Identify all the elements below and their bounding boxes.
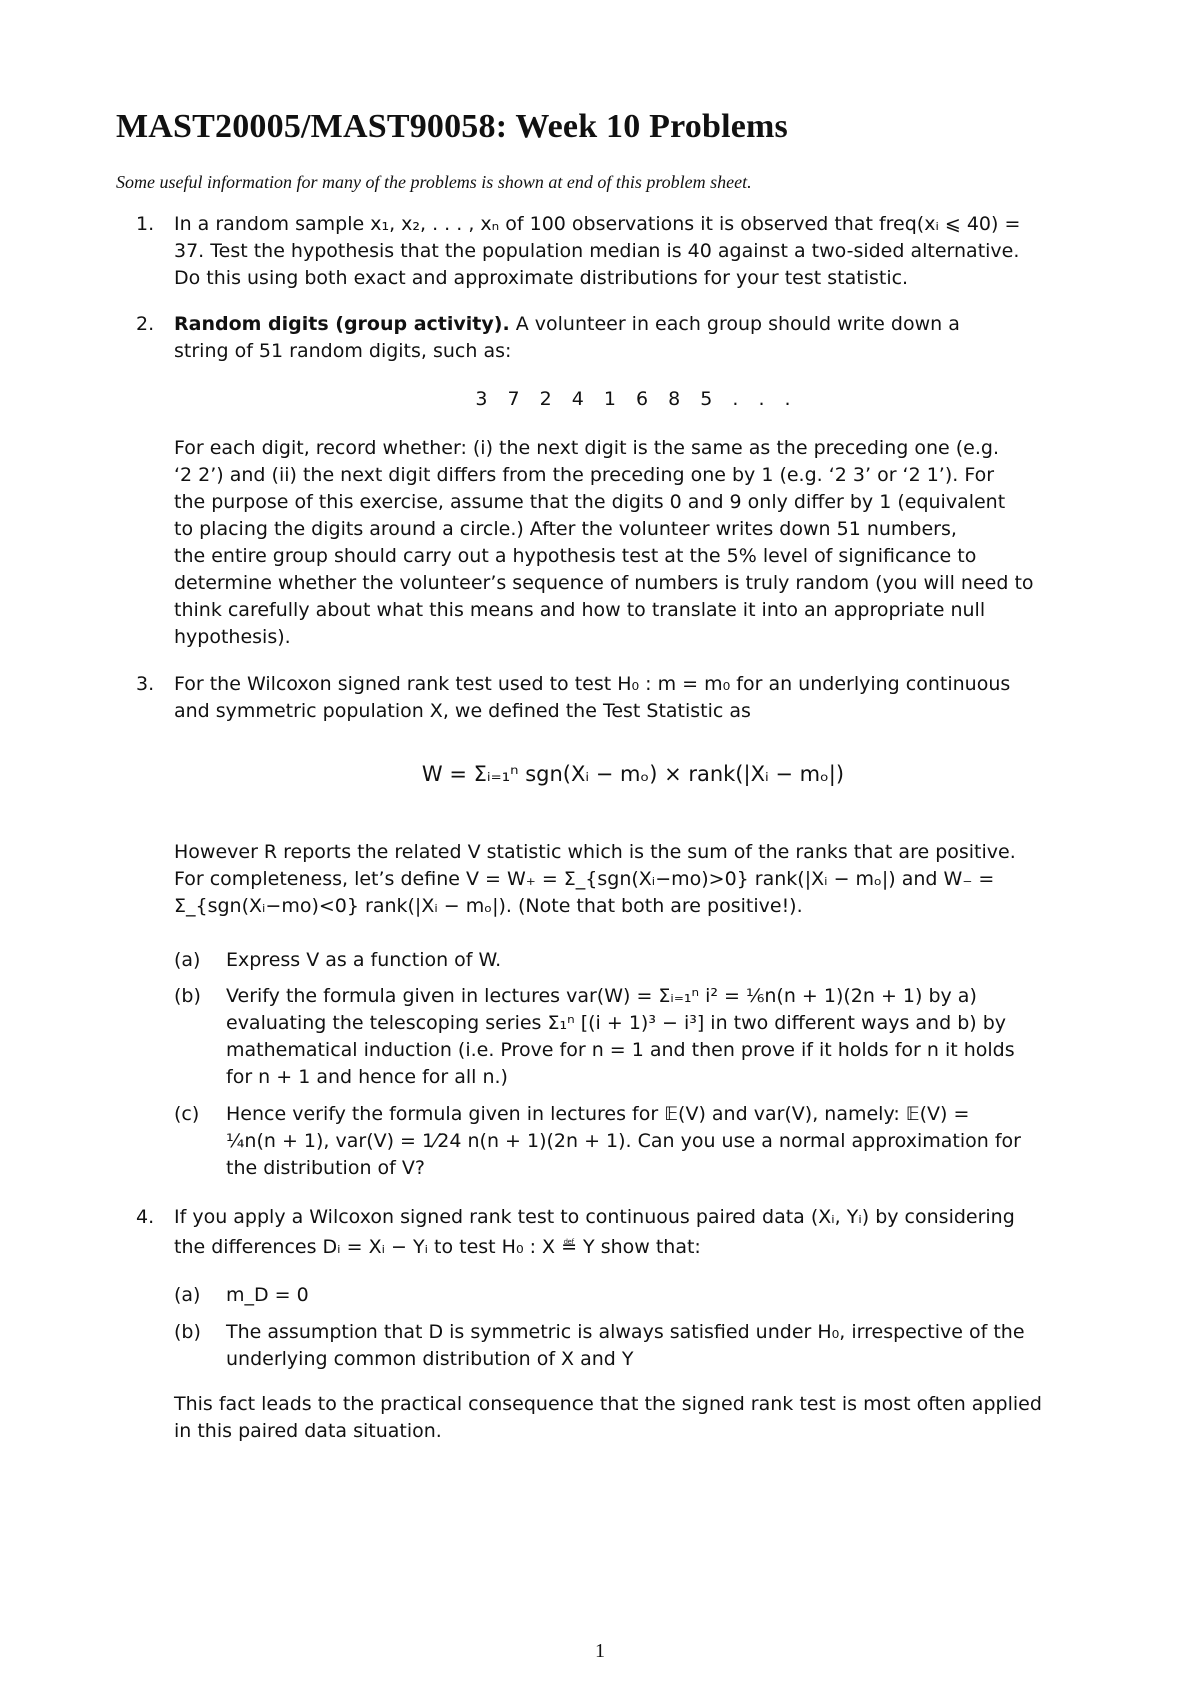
page-title: MAST20005/MAST90058: Week 10 Problems bbox=[116, 108, 788, 145]
subpart-line: underlying common distribution of X and Y bbox=[226, 1348, 634, 1370]
problem-line: In a random sample x₁, x₂, . . . , xₙ of 100 observations it is observed that freq(xᵢ ⩽ 40) = bbox=[174, 213, 1021, 235]
problem-number: 3. bbox=[136, 673, 155, 695]
subpart-label: (a) bbox=[174, 949, 201, 971]
problem-line: the purpose of this exercise, assume that the digits 0 and 9 only differ by 1 (equivalent bbox=[174, 491, 1006, 513]
problem-line: the differences Dᵢ = Xᵢ − Yᵢ to test H₀ : X ≝ Y show that: bbox=[174, 1236, 701, 1258]
problem-line: For each digit, record whether: (i) the next digit is the same as the preceding one (e.g. bbox=[174, 437, 999, 459]
subpart-line: Hence verify the formula given in lectures for 𝔼(V) and var(V), namely: 𝔼(V) = bbox=[226, 1103, 970, 1125]
problem-line: and symmetric population X, we defined the Test Statistic as bbox=[174, 700, 751, 722]
problem-line: the entire group should carry out a hypothesis test at the 5% level of significance to bbox=[174, 545, 977, 567]
problem-line: determine whether the volunteer’s sequence of numbers is truly random (you will need to bbox=[174, 572, 1034, 594]
problem-line: ‘2 2’) and (ii) the next digit differs from the preceding one by 1 (e.g. ‘2 3’ or ‘2 1’). For bbox=[174, 464, 995, 486]
subpart-line: evaluating the telescoping series Σ₁ⁿ [(i + 1)³ − i³] in two different ways and b) by bbox=[226, 1012, 1007, 1034]
problem-line bbox=[174, 310, 1092, 339]
problem-heading: Random digits (group activity). bbox=[174, 313, 510, 335]
problem-line: think carefully about what this means and how to translate it into an appropriate null bbox=[174, 599, 986, 621]
subpart-label: (c) bbox=[174, 1103, 200, 1125]
problem-number: 4. bbox=[136, 1206, 155, 1228]
problem-line: string of 51 random digits, such as: bbox=[174, 340, 512, 362]
subpart-line: the distribution of V? bbox=[226, 1157, 425, 1179]
problem-line: For completeness, let’s define V = W₊ = Σ_{sgn(Xᵢ−mo)>0} rank(|Xᵢ − mₒ|) and W₋ = bbox=[174, 868, 995, 890]
problem-line: in this paired data situation. bbox=[174, 1420, 442, 1442]
subpart-line: for n + 1 and hence for all n.) bbox=[226, 1066, 508, 1088]
problem-line: 37. Test the hypothesis that the population median is 40 against a two-sided alternative. bbox=[174, 240, 1020, 262]
wilcoxon-formula: W = Σᵢ₌₁ⁿ sgn(Xᵢ − mₒ) × rank(|Xᵢ − mₒ|) bbox=[421, 762, 845, 786]
problem-line: This fact leads to the practical consequence that the signed rank test is most often applied bbox=[174, 1393, 1042, 1415]
problem-line: For the Wilcoxon signed rank test used to test H₀ : m = m₀ for an underlying continuous bbox=[174, 673, 1011, 695]
subpart-label: (a) bbox=[174, 1284, 201, 1306]
problem-line: hypothesis). bbox=[174, 626, 291, 648]
subpart-line: m_D = 0 bbox=[226, 1284, 309, 1306]
subpart-label: (b) bbox=[174, 985, 201, 1007]
intro-note: Some useful information for many of the problems is shown at end of this problem sheet. bbox=[116, 172, 752, 192]
subpart-line: The assumption that D is symmetric is always satisfied under H₀, irrespective of the bbox=[226, 1321, 1025, 1343]
subpart-line: mathematical induction (i.e. Prove for n = 1 and then prove if it holds for n it holds bbox=[226, 1039, 1015, 1061]
problem-line: However R reports the related V statistic which is the sum of the ranks that are positive. bbox=[174, 841, 1016, 863]
problem-line: Σ_{sgn(Xᵢ−mo)<0} rank(|Xᵢ − mₒ|). (Note that both are positive!). bbox=[174, 895, 803, 917]
problem-number: 2. bbox=[136, 313, 155, 335]
problem-line: to placing the digits around a circle.) After the volunteer writes down 51 numbers, bbox=[174, 518, 957, 540]
subpart-line: Verify the formula given in lectures var(W) = Σᵢ₌₁ⁿ i² = ⅙n(n + 1)(2n + 1) by a) bbox=[226, 985, 977, 1007]
problem-number: 1. bbox=[136, 213, 155, 235]
subpart-line: Express V as a function of W. bbox=[226, 949, 502, 971]
problem-line: If you apply a Wilcoxon signed rank test to continuous paired data (Xᵢ, Yᵢ) by considering bbox=[174, 1206, 1015, 1228]
page-number: 1 bbox=[595, 1640, 605, 1662]
subpart-line: ¼n(n + 1), var(V) = 1⁄24 n(n + 1)(2n + 1). Can you use a normal approximation for bbox=[226, 1130, 1021, 1152]
subpart-label: (b) bbox=[174, 1321, 201, 1343]
digit-example: 3 7 2 4 1 6 8 5 . . . bbox=[475, 388, 791, 410]
problem-line-rest: A volunteer in each group should write down a bbox=[509, 313, 960, 335]
problem-line: Do this using both exact and approximate distributions for your test statistic. bbox=[174, 267, 909, 289]
